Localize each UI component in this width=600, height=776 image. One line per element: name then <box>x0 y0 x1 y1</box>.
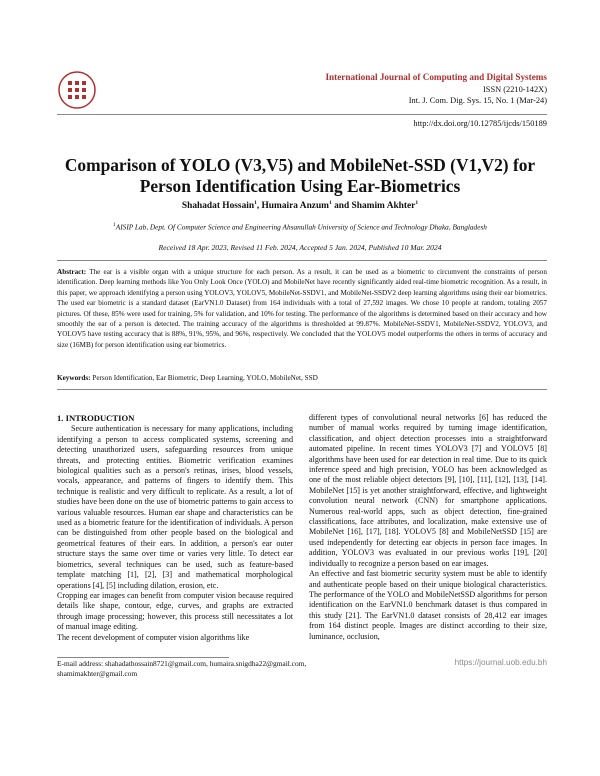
journal-header <box>325 72 547 107</box>
doi-link[interactable]: http://dx.doi.org/10.12785/ijcds/150189 <box>413 119 547 128</box>
author-affil-mark: 1 <box>415 200 419 206</box>
email-footnote: E-mail address: shahadathossain8721@gmail.com, humaira.snigdha22@gmail.com, shamimakhter@gmail.com <box>57 659 307 678</box>
abstract-label: Abstract: <box>57 268 87 276</box>
title-line-1: Comparison of YOLO (V3,V5) and MobileNet-SSD (V1,V2) for <box>64 155 536 175</box>
author-name: Humaira Anzum <box>261 201 329 212</box>
body-paragraph: Secure authentication is necessary for many applications, including identifying a person to access complicated systems, screening and detecting unauthorized users, safeguarding resources from unique threats, and protecting entities. Biometric verification examines biological qualities such as a person's retinas, irises, blood vessels, vocals, appearance, and patterns of fingers to identify them. This technique is realistic and very difficult to replicate. As a result, a lot of studies have been done on the use of biometric patterns to gain access to various valuable resources. Human ear shape and characteristics can be used as a biometric feature for the identification of individuals. A person can be distinguished from other people based on the biological and geometrical features of their ears. In addition, a person's ear outer structure stays the same over time or varies very little. To detect ear biometrics, several techniques can be used, such as feature-based template matching [1], [2], [3] and mathematical morphological operations [4], [5] including dilation, erosion, etc. <box>57 424 293 590</box>
body-paragraph: different types of convolutional neural networks [6] has reduced the number of manual works required by turning image identification, classification, and object detection processes into a straightforward automated pipeline. In recent times YOLOV3 [7] and YOLOV5 [8] algorithms have been used for ear detection in real time. Due to its quick inference speed and high precision, YOLO has been acknowledged as one of the most reliable object detectors [9], [10], [11], [12], [13], [14]. MobileNet [15] is yet another straightforward, effective, and lightweight convolution neural network (CNN) for smartphone applications. Numerous real-world apps, such as object detection, fine-grained classifications, face attributes, and localization, make extensive use of MobileNet [16], [17], [18]. YOLOV5 [8] and MobileNetSSD [15] are used independently for detecting ear objects in person face images. In addition, YOLOV3 was evaluated in our previous works [19], [20] individually to recognize a person based on ear images. <box>309 413 547 568</box>
keywords-label: Keywords: <box>57 374 91 382</box>
body-column-right <box>309 413 547 642</box>
affiliation <box>40 222 560 231</box>
body-paragraph: An effective and fast biometric security system must be able to identify and authenticate people based on their unique biological characteristics. The performance of the YOLO and MobileNetSSD algorithms for person identification on the EarVN1.0 benchmark dataset is thus compared in this study [21]. The EarVN1.0 dataset consists of 28,412 ear images from 164 distinct people. Images are distinct according to their size, luminance, occlusion, <box>309 569 547 641</box>
author-name: Shahadat Hossain <box>181 201 255 212</box>
author-separator: and <box>331 201 352 212</box>
journal-url-link[interactable]: https://journal.uob.edu.bh <box>454 658 547 667</box>
footnote-rule <box>57 657 229 658</box>
body-paragraph: Cropping ear images can benefit from computer vision because required details like shape, contour, edge, curves, and graphs are extracted through image processing; however, this process still necessitates a lot of manual image editing. <box>57 590 293 632</box>
abstract <box>57 267 547 350</box>
author-affil-mark: 1 <box>254 200 257 206</box>
keywords-bottom-rule <box>57 389 547 390</box>
affiliation-text: AISIP Lab, Dept. Of Computer Science and Engineering Ahsanullah University of Science and Technology Dhaka, Bangladesh <box>115 222 487 232</box>
journal-name: International Journal of Computing and Digital Systems <box>325 72 547 82</box>
author-list <box>40 200 560 211</box>
section-heading: 1. INTRODUCTION <box>57 413 135 423</box>
author-name: Shamim Akhter <box>351 201 416 212</box>
abstract-text: The ear is a visible organ with a unique structure for each person. As a result, it can be used as a biometric to circumvent the constraints of person identification. Deep learning methods like You Only Look Once (YOLO) and MobileNet have recently significantly aided real-time biometric recognition. As a result, in this paper, we approach identifying a person using YOLOV3, YOLOV5, MobileNet-SSDV1, and MobileNet-SSDV2 deep learning algorithms using their ear biometrics. The used ear biometric is a standard dataset (EarVN1.0 Dataset) from 164 individuals with a total of 27,592 images. We chose 10 people at random, totaling 2057 pictures. Of these, 85% were used for training, 5% for validation, and 10% for testing. The performance of the algorithms is determined based on their accuracy and how smoothly the ear of a person is detected. The training accuracy of the algorithms is thresholded at 99.87%. MobileNet-SSDV1, MobileNet-SSDV2, YOLOV3, and YOLOV5 have testing accuracy that is 88%, 91%, 95%, and 96%, respectively. We concluded that the YOLOV5 model outperforms the others in terms of accuracy and size (16MB) for person identification using ear biometrics. <box>57 268 547 349</box>
header-rule <box>57 114 547 115</box>
author-separator: , <box>256 201 262 212</box>
journal-logo-icon <box>57 70 97 110</box>
publication-dates: Received 18 Apr. 2023, Revised 11 Feb. 2024, Accepted 5 Jan. 2024, Published 10 Mar. 2024 <box>158 243 442 252</box>
title-line-2: Person Identification Using Ear-Biometrics <box>139 176 461 196</box>
affiliation-mark: 1 <box>113 222 116 228</box>
journal-citation: Int. J. Com. Dig. Sys. 15, No. 1 (Mar-24) <box>408 96 547 106</box>
keywords-text: Person Identification, Ear Biometric, Deep Learning, YOLO, MobileNet, SSD <box>90 374 318 382</box>
journal-issn: ISSN (2210-142X) <box>483 84 547 94</box>
body-paragraph: The recent development of computer vision algorithms like <box>57 632 250 642</box>
author-affil-mark: 1 <box>328 200 332 206</box>
paper-title <box>40 155 560 197</box>
keywords <box>57 373 547 383</box>
body-column-left <box>57 413 293 643</box>
abstract-top-rule <box>57 260 547 261</box>
